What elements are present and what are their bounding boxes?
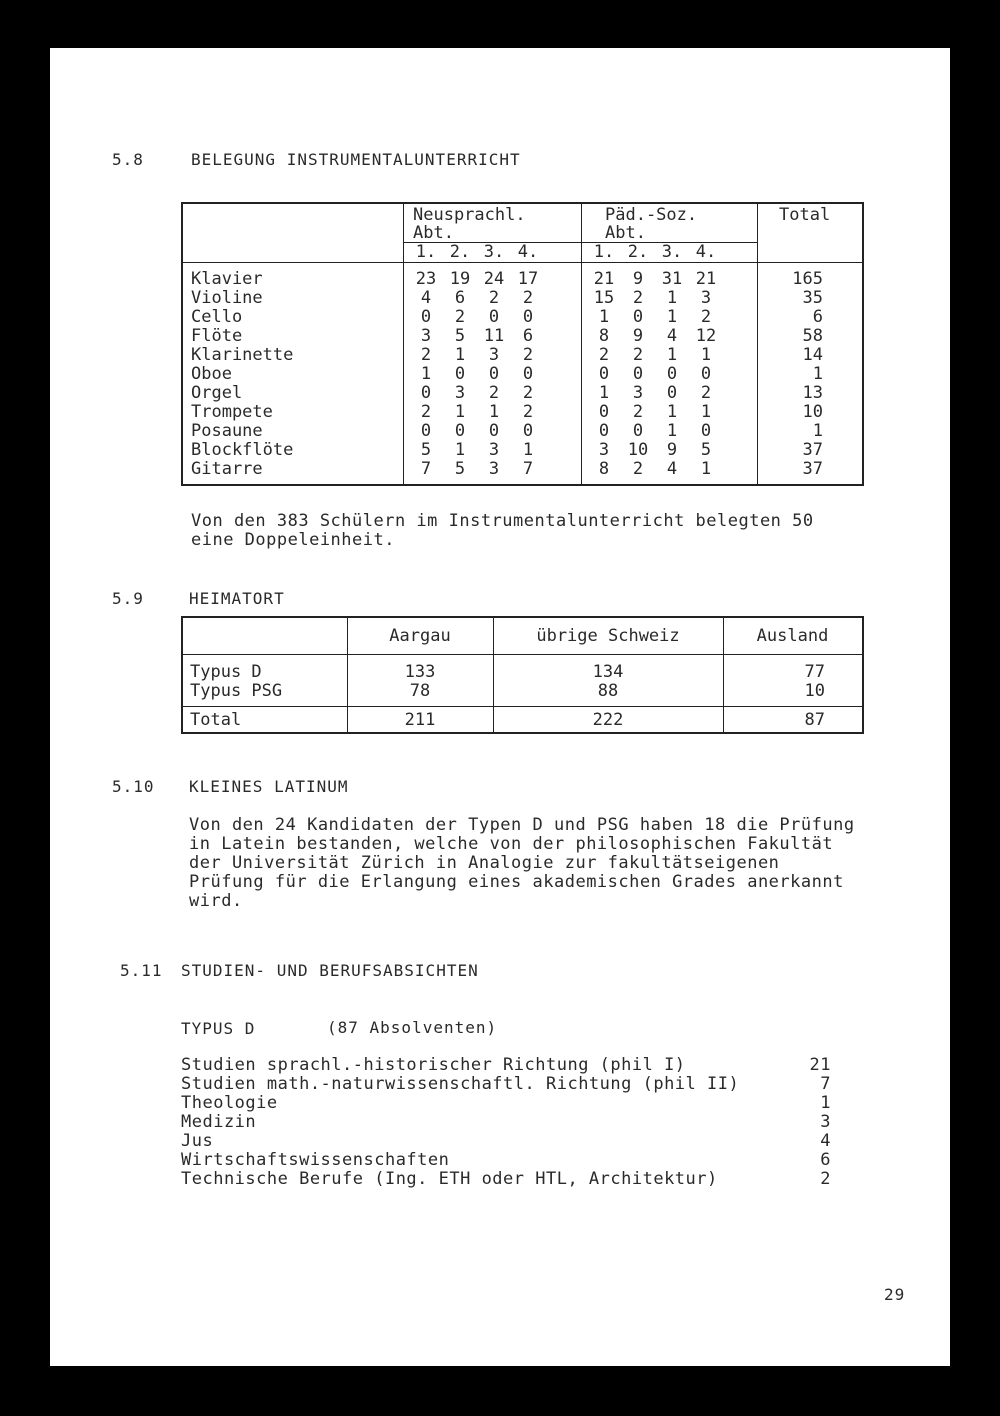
paragraph-line: der Universität Zürich in Analogie zur fakultätseigenen bbox=[189, 853, 780, 873]
study-intentions-list bbox=[181, 1056, 831, 1189]
row-label: Klarinette bbox=[191, 345, 294, 365]
table-cell: 0 bbox=[632, 421, 644, 441]
section-title: HEIMATORT bbox=[189, 589, 285, 608]
table-cell: 3 bbox=[488, 345, 500, 365]
section-number: 5.11 bbox=[120, 961, 163, 980]
row-total: 58 bbox=[802, 326, 823, 346]
table-cell: 31 bbox=[661, 269, 683, 289]
section-number: 5.8 bbox=[112, 150, 144, 169]
value-group bbox=[409, 384, 545, 403]
table-cell: 2 bbox=[488, 288, 500, 308]
value-group bbox=[587, 460, 723, 479]
value-group bbox=[409, 441, 545, 460]
row-label: Trompete bbox=[191, 402, 273, 422]
table-cell: 7 bbox=[420, 459, 432, 479]
table-cell: 0 bbox=[522, 421, 534, 441]
col-header: übrige Schweiz bbox=[536, 626, 680, 646]
list-item: Jus 4 bbox=[181, 1131, 831, 1151]
table-cell: 134 bbox=[592, 662, 624, 682]
row-label: Klavier bbox=[191, 269, 263, 289]
table-cell: 3 bbox=[700, 288, 712, 308]
table-cell: 3 bbox=[420, 326, 432, 346]
table-cell: 12 bbox=[695, 326, 717, 346]
table-cell: 23 bbox=[415, 269, 437, 289]
table-cell: 2 bbox=[522, 288, 534, 308]
col-header: Aargau bbox=[389, 626, 451, 646]
table-cell: 3 bbox=[488, 440, 500, 460]
value-group bbox=[587, 308, 723, 327]
table-cell: 2 bbox=[488, 383, 500, 403]
table-cell: 0 bbox=[632, 307, 644, 327]
table-cell: 87 bbox=[804, 710, 825, 730]
value-group bbox=[587, 327, 723, 346]
row-total: 1 bbox=[812, 364, 823, 384]
value-group bbox=[587, 270, 723, 289]
table-cell: 10 bbox=[804, 681, 825, 701]
table-cell: 9 bbox=[632, 326, 644, 346]
table-cell: 211 bbox=[404, 710, 436, 730]
table-cell: 1 bbox=[666, 288, 678, 308]
table-cell: 2 bbox=[420, 345, 432, 365]
table-cell: 4 bbox=[666, 326, 678, 346]
heimatort-table bbox=[181, 616, 864, 734]
row-total: 35 bbox=[802, 288, 823, 308]
list-item: Theologie 1 bbox=[181, 1093, 831, 1113]
table-cell: 0 bbox=[488, 364, 500, 384]
value-group bbox=[587, 403, 723, 422]
paragraph-line: Prüfung für die Erlangung eines akademischen Grades anerkannt bbox=[189, 872, 844, 892]
value-group bbox=[587, 346, 723, 365]
value-group bbox=[409, 346, 545, 365]
value-group bbox=[409, 308, 545, 327]
table-cell: 7 bbox=[522, 459, 534, 479]
table-cell: 19 bbox=[449, 269, 471, 289]
value-group bbox=[409, 403, 545, 422]
table-cell: 5 bbox=[454, 459, 466, 479]
row-total: 10 bbox=[802, 402, 823, 422]
row-total: 13 bbox=[802, 383, 823, 403]
section-number: 5.10 bbox=[112, 777, 155, 796]
subheader-row: 1. 2. 3. 4. bbox=[415, 242, 539, 262]
document-page bbox=[50, 48, 950, 1366]
col-header: Neusprachl. bbox=[413, 205, 526, 225]
row-label: Orgel bbox=[191, 383, 243, 403]
col-header: Abt. bbox=[605, 223, 646, 243]
row-total: 14 bbox=[802, 345, 823, 365]
row-total: 1 bbox=[812, 421, 823, 441]
value-group bbox=[587, 422, 723, 441]
row-label: Flöte bbox=[191, 326, 243, 346]
table-cell: 0 bbox=[598, 402, 610, 422]
subsection-title: TYPUS D bbox=[181, 1019, 256, 1038]
table-cell: 10 bbox=[627, 440, 649, 460]
page-number: 29 bbox=[884, 1285, 906, 1304]
table-cell: 1 bbox=[420, 364, 432, 384]
value-group bbox=[587, 441, 723, 460]
table-cell: 21 bbox=[695, 269, 717, 289]
table-cell: 2 bbox=[522, 383, 534, 403]
col-header: Total bbox=[779, 205, 831, 225]
table-cell: 2 bbox=[522, 345, 534, 365]
table-cell: 1 bbox=[700, 345, 712, 365]
section-title: KLEINES LATINUM bbox=[189, 777, 349, 796]
list-item: Medizin 3 bbox=[181, 1112, 831, 1132]
table-cell: 1 bbox=[454, 402, 466, 422]
row-total: 165 bbox=[792, 269, 823, 289]
table-cell: 5 bbox=[700, 440, 712, 460]
row-label: Cello bbox=[191, 307, 243, 327]
value-group bbox=[587, 289, 723, 308]
value-group bbox=[409, 460, 545, 479]
table-cell: 8 bbox=[598, 326, 610, 346]
value-group bbox=[409, 289, 545, 308]
paragraph-line: Von den 24 Kandidaten der Typen D und PSG haben 18 die Prüfung bbox=[189, 815, 855, 835]
row-total: 6 bbox=[812, 307, 823, 327]
table-cell: 1 bbox=[488, 402, 500, 422]
table-cell: 1 bbox=[598, 383, 610, 403]
row-label: Total bbox=[190, 710, 242, 730]
table-cell: 15 bbox=[593, 288, 615, 308]
table-cell: 1 bbox=[666, 402, 678, 422]
instrument-table bbox=[181, 202, 864, 486]
row-label: Oboe bbox=[191, 364, 232, 384]
table-cell: 0 bbox=[420, 421, 432, 441]
table-cell: 5 bbox=[454, 326, 466, 346]
table-cell: 0 bbox=[598, 364, 610, 384]
note-line: eine Doppeleinheit. bbox=[191, 530, 395, 550]
value-group bbox=[409, 422, 545, 441]
table-cell: 8 bbox=[598, 459, 610, 479]
table-cell: 1 bbox=[598, 307, 610, 327]
table-cell: 2 bbox=[632, 459, 644, 479]
table-cell: 3 bbox=[488, 459, 500, 479]
paragraph-line: in Latein bestanden, welche von der philosophischen Fakultät bbox=[189, 834, 834, 854]
table-cell: 0 bbox=[488, 421, 500, 441]
table-cell: 1 bbox=[666, 307, 678, 327]
subsection-note: (87 Absolventen) bbox=[327, 1018, 498, 1037]
table-cell: 1 bbox=[522, 440, 534, 460]
table-cell: 3 bbox=[454, 383, 466, 403]
section-number: 5.9 bbox=[112, 589, 144, 608]
section-title: BELEGUNG INSTRUMENTALUNTERRICHT bbox=[191, 150, 521, 169]
row-total: 37 bbox=[802, 440, 823, 460]
table-cell: 2 bbox=[632, 402, 644, 422]
col-header: Ausland bbox=[756, 626, 829, 646]
table-cell: 2 bbox=[522, 402, 534, 422]
table-cell: 2 bbox=[700, 383, 712, 403]
table-cell: 0 bbox=[700, 364, 712, 384]
row-label: Typus D bbox=[190, 662, 262, 682]
table-cell: 4 bbox=[420, 288, 432, 308]
col-header: Abt. bbox=[413, 223, 454, 243]
table-cell: 2 bbox=[632, 288, 644, 308]
table-cell: 1 bbox=[666, 421, 678, 441]
table-cell: 88 bbox=[597, 681, 619, 701]
value-group bbox=[409, 327, 545, 346]
table-cell: 1 bbox=[454, 345, 466, 365]
value-group bbox=[409, 365, 545, 384]
table-cell: 0 bbox=[420, 383, 432, 403]
table-cell: 9 bbox=[632, 269, 644, 289]
list-item: Wirtschaftswissenschaften 6 bbox=[181, 1150, 831, 1170]
col-header: Päd.-Soz. bbox=[605, 205, 698, 225]
table-cell: 6 bbox=[454, 288, 466, 308]
list-item: Studien math.-naturwissenschaftl. Richtung (phil II) 7 bbox=[181, 1074, 831, 1094]
table-cell: 3 bbox=[598, 440, 610, 460]
table-cell: 78 bbox=[409, 681, 431, 701]
table-cell: 222 bbox=[592, 710, 624, 730]
table-cell: 0 bbox=[522, 307, 534, 327]
table-cell: 1 bbox=[666, 345, 678, 365]
table-cell: 0 bbox=[454, 364, 466, 384]
table-cell: 1 bbox=[454, 440, 466, 460]
value-group bbox=[587, 365, 723, 384]
row-label: Gitarre bbox=[191, 459, 263, 479]
table-cell: 0 bbox=[666, 364, 678, 384]
table-cell: 2 bbox=[598, 345, 610, 365]
row-label: Typus PSG bbox=[190, 681, 283, 701]
table-cell: 2 bbox=[700, 307, 712, 327]
row-label: Blockflöte bbox=[191, 440, 294, 460]
table-cell: 0 bbox=[454, 421, 466, 441]
table-cell: 0 bbox=[598, 421, 610, 441]
list-item: Studien sprachl.-historischer Richtung (phil I) 21 bbox=[181, 1055, 831, 1075]
row-label: Posaune bbox=[191, 421, 263, 441]
table-cell: 1 bbox=[700, 402, 712, 422]
table-cell: 11 bbox=[483, 326, 505, 346]
table-cell: 1 bbox=[700, 459, 712, 479]
row-total: 37 bbox=[802, 459, 823, 479]
table-cell: 0 bbox=[522, 364, 534, 384]
table-cell: 133 bbox=[404, 662, 436, 682]
table-cell: 2 bbox=[454, 307, 466, 327]
value-group bbox=[409, 270, 545, 289]
row-label: Violine bbox=[191, 288, 263, 308]
table-cell: 3 bbox=[632, 383, 644, 403]
table-cell: 2 bbox=[632, 345, 644, 365]
section-title: STUDIEN- UND BERUFSABSICHTEN bbox=[181, 961, 479, 980]
table-cell: 0 bbox=[666, 383, 678, 403]
table-cell: 0 bbox=[700, 421, 712, 441]
value-group bbox=[587, 384, 723, 403]
table-cell: 21 bbox=[593, 269, 615, 289]
paragraph-line: wird. bbox=[189, 891, 243, 911]
table-cell: 0 bbox=[420, 307, 432, 327]
table-cell: 4 bbox=[666, 459, 678, 479]
table-cell: 0 bbox=[632, 364, 644, 384]
list-item: Technische Berufe (Ing. ETH oder HTL, Architektur) 2 bbox=[181, 1169, 831, 1189]
table-cell: 5 bbox=[420, 440, 432, 460]
table-cell: 77 bbox=[804, 662, 825, 682]
table-cell: 0 bbox=[488, 307, 500, 327]
table-cell: 17 bbox=[517, 269, 539, 289]
table-cell: 6 bbox=[522, 326, 534, 346]
table-cell: 24 bbox=[483, 269, 505, 289]
subheader-row: 1. 2. 3. 4. bbox=[593, 242, 717, 262]
table-cell: 2 bbox=[420, 402, 432, 422]
note-line: Von den 383 Schülern im Instrumentalunterricht belegten 50 bbox=[191, 511, 814, 531]
table-cell: 9 bbox=[666, 440, 678, 460]
